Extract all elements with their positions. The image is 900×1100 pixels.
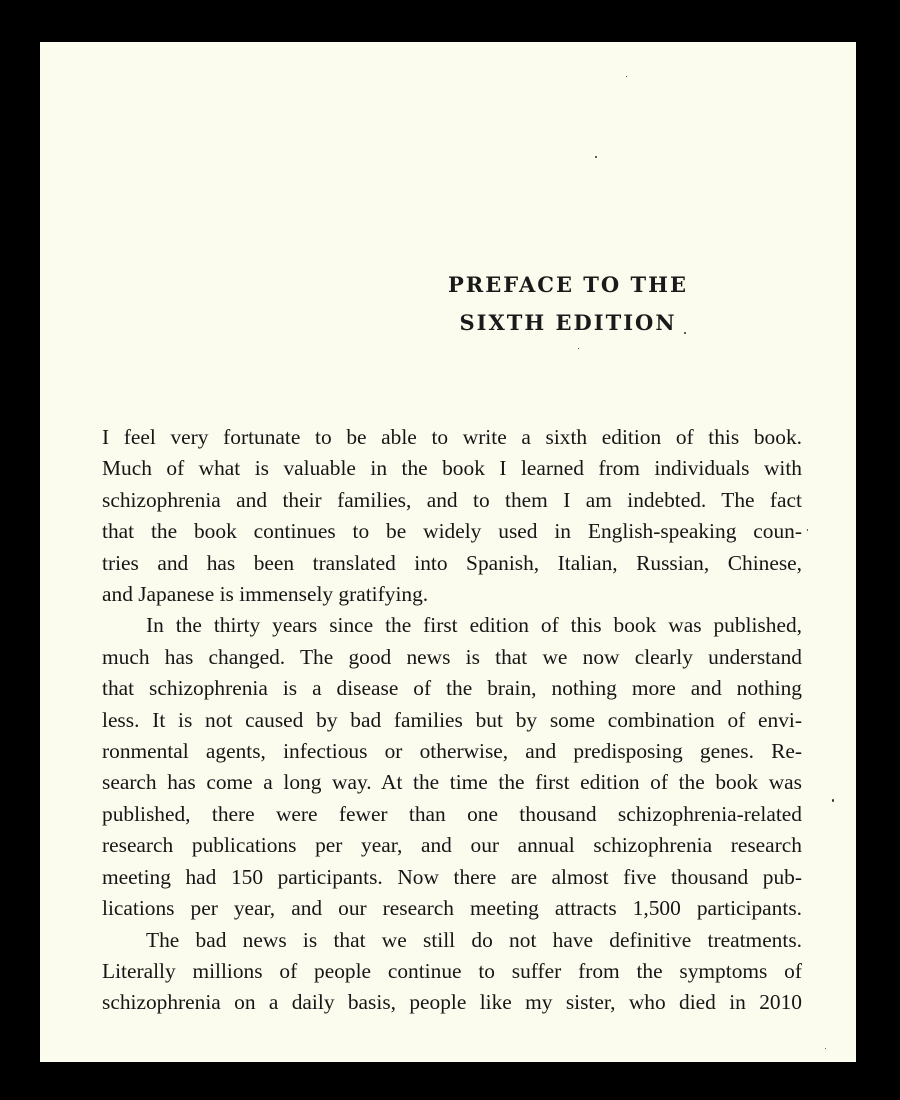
text-line: schizophrenia on a daily basis, people like my sister, who died in 2010 <box>102 990 802 1015</box>
paragraph-3 <box>102 925 802 1019</box>
paper-speck <box>807 529 808 531</box>
paper-speck <box>825 1048 826 1049</box>
text-line: less. It is not caused by bad families but by some combination of envi- <box>102 707 802 732</box>
text-line: Literally millions of people continue to suffer from the symptoms of <box>102 958 802 983</box>
text-line: published, there were fewer than one thousand schizophrenia-related <box>102 801 802 826</box>
heading-line-1: PREFACE TO THE <box>448 272 688 297</box>
text-line: that the book continues to be widely used in English-speaking coun- <box>102 519 802 544</box>
paper-speck <box>684 332 686 334</box>
text-line: meeting had 150 participants. Now there are almost five thousand pub- <box>102 864 802 889</box>
text-line: that schizophrenia is a disease of the brain, nothing more and nothing <box>102 676 802 701</box>
text-line: research publications per year, and our annual schizophrenia research <box>102 833 802 858</box>
body-text <box>102 422 802 1019</box>
paragraph-1 <box>102 422 802 610</box>
paper-speck <box>595 156 597 158</box>
paragraph-2 <box>102 610 802 924</box>
text-line: much has changed. The good news is that we now clearly understand <box>102 644 802 669</box>
paper-speck <box>832 799 834 802</box>
text-line: I feel very fortunate to be able to write a sixth edition of this book. <box>102 425 802 449</box>
text-line: lications per year, and our research meeting attracts 1,500 participants. <box>102 896 802 921</box>
chapter-heading <box>40 266 856 342</box>
text-line: tries and has been translated into Spanish, Italian, Russian, Chinese, <box>102 550 802 575</box>
heading-line-2: SIXTH EDITION <box>459 310 677 335</box>
text-line: and Japanese is immensely gratifying. <box>102 582 429 607</box>
paper-speck <box>578 348 579 349</box>
text-line: The bad news is that we still do not have definitive treatments. <box>146 927 802 952</box>
text-line: schizophrenia and their families, and to them I am indebted. The fact <box>102 487 802 512</box>
paper-speck <box>626 76 627 77</box>
text-line: In the thirty years since the first edition of this book was published, <box>146 613 802 638</box>
text-line: ronmental agents, infectious or otherwise, and predisposing genes. Re- <box>102 739 802 764</box>
text-line: search has come a long way. At the time the first edition of the book was <box>102 770 802 795</box>
text-line: Much of what is valuable in the book I learned from individuals with <box>102 456 802 481</box>
book-page <box>40 42 856 1062</box>
